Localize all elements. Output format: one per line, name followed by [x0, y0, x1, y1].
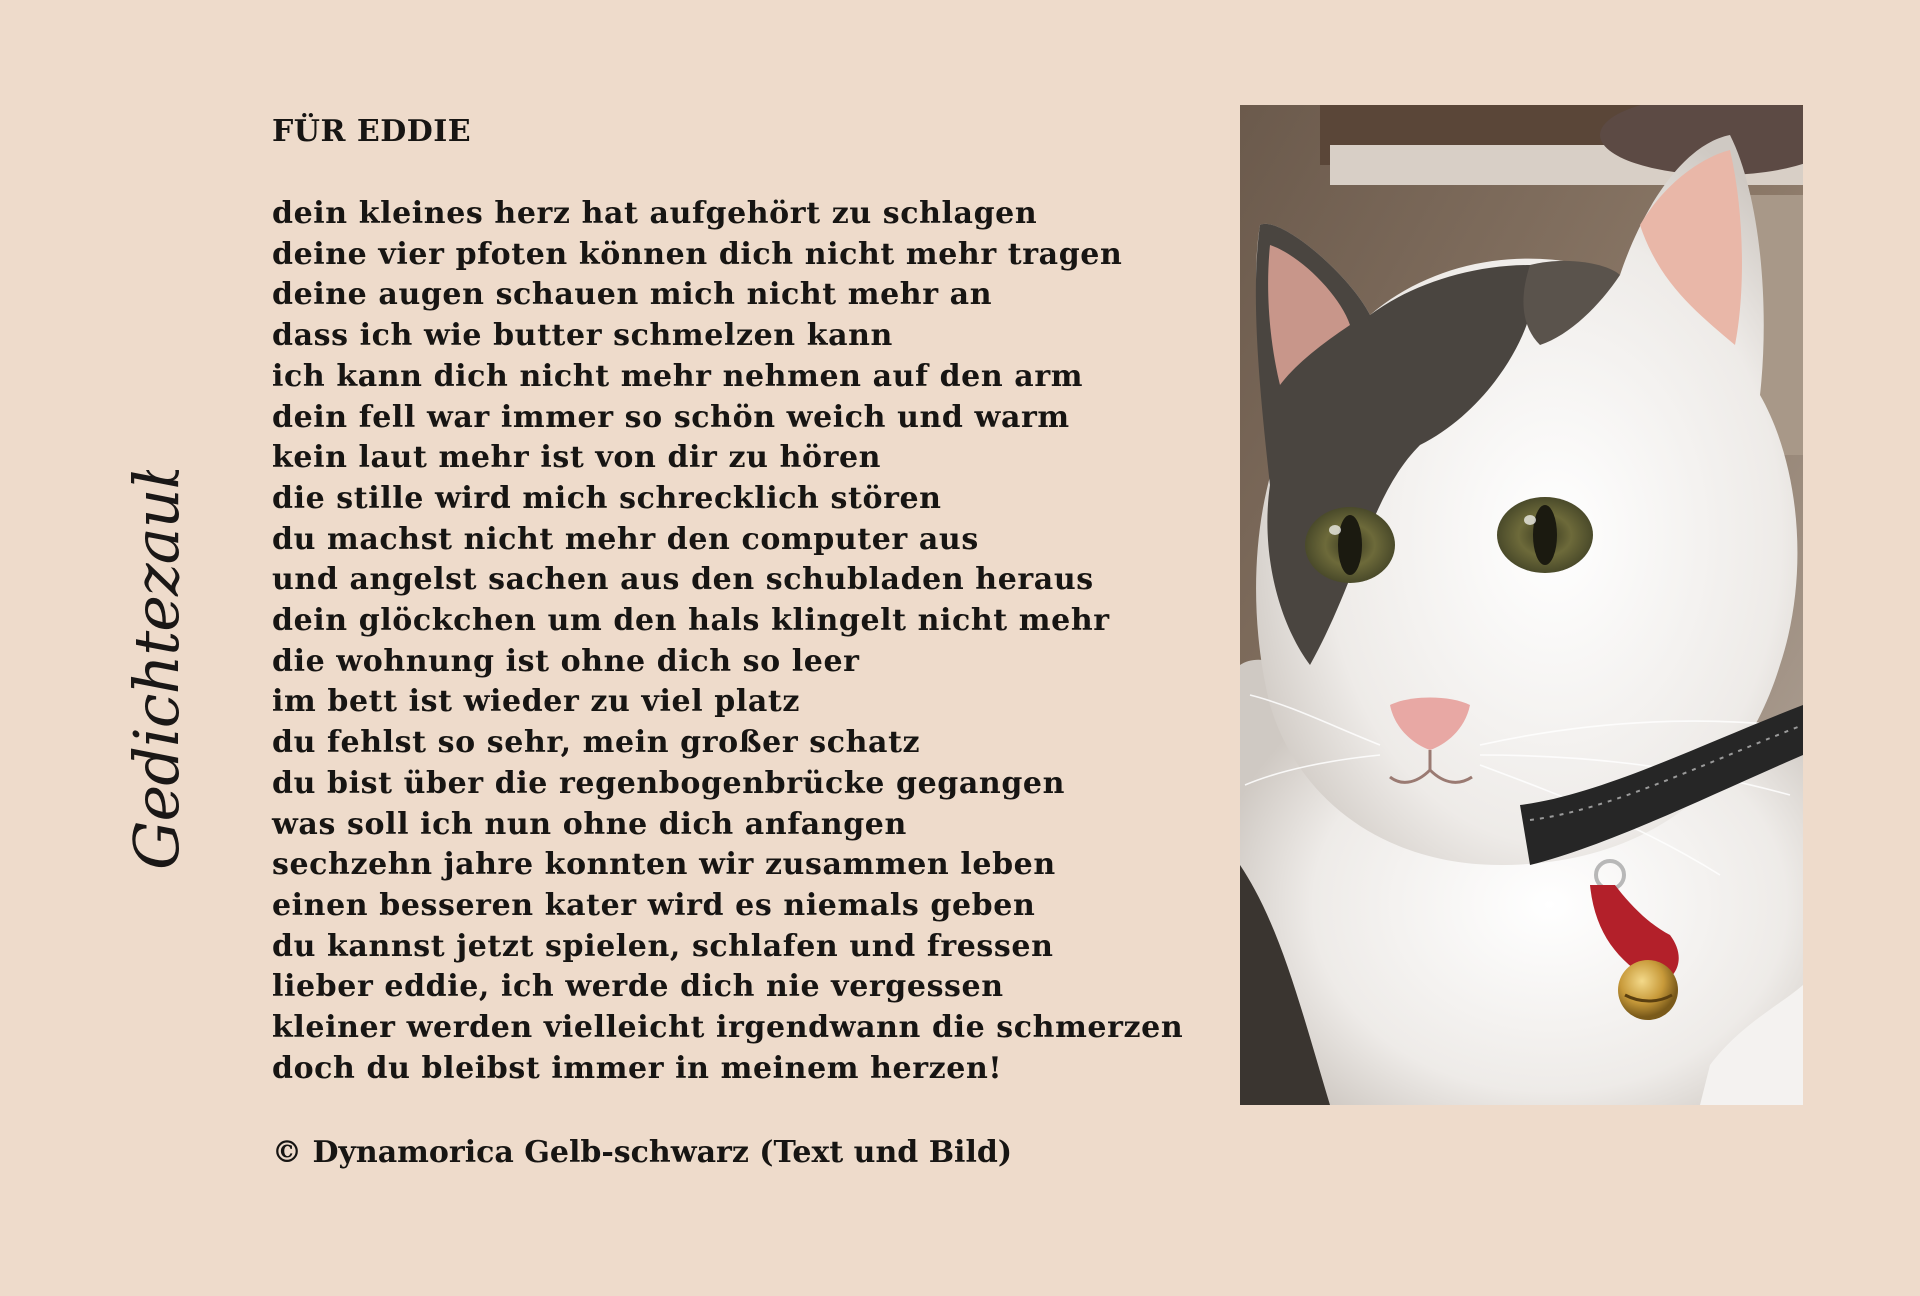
poem-line: die wohnung ist ohne dich so leer	[272, 643, 860, 679]
poem	[272, 112, 1184, 1173]
cat-photo	[1240, 105, 1803, 1105]
poem-line: doch du bleibst immer in meinem herzen!	[272, 1050, 1003, 1086]
copyright-notice: © Dynamorica Gelb-schwarz (Text und Bild)	[272, 1135, 1013, 1171]
logo-text: Gedichtezauber	[120, 470, 193, 870]
poem-line: kein laut mehr ist von dir zu hören	[272, 440, 882, 476]
poem-line: und angelst sachen aus den schubladen heraus	[272, 562, 1094, 598]
poem-line: dein fell war immer so schön weich und warm	[272, 399, 1070, 435]
poem-line: lieber eddie, ich werde dich nie vergessen	[272, 969, 1004, 1005]
poem-line: du fehlst so sehr, mein großer schatz	[272, 725, 921, 761]
poem-line: einen besseren kater wird es niemals geben	[272, 887, 1036, 923]
poem-line: kleiner werden vielleicht irgendwann die schmerzen	[272, 1010, 1184, 1046]
poem-title: FÜR EDDIE	[272, 114, 472, 149]
poem-line: ich kann dich nicht mehr nehmen auf den arm	[272, 358, 1084, 394]
poem-line: sechzehn jahre konnten wir zusammen leben	[272, 847, 1056, 883]
poem-line: dein kleines herz hat aufgehört zu schlagen	[272, 196, 1038, 231]
poem-line: die stille wird mich schrecklich stören	[272, 480, 942, 516]
gedichtezauber-script-logo-icon	[28, 470, 238, 890]
poem-line: du machst nicht mehr den computer aus	[272, 521, 979, 557]
poem-line: im bett ist wieder zu viel platz	[272, 684, 800, 720]
cat-photo-icon	[1240, 105, 1803, 1105]
poem-line: was soll ich nun ohne dich anfangen	[272, 806, 907, 842]
poem-line: dass ich wie butter schmelzen kann	[272, 318, 893, 354]
poem-line: du kannst jetzt spielen, schlafen und fressen	[272, 928, 1054, 964]
poem-line: du bist über die regenbogenbrücke gegangen	[272, 765, 1065, 801]
poem-line: dein glöckchen um den hals klingelt nicht mehr	[272, 603, 1110, 639]
gedichtezauber-logo	[28, 470, 238, 890]
poem-line: deine augen schauen mich nicht mehr an	[272, 277, 993, 313]
poem-lines	[272, 194, 1184, 1089]
poem-line: deine vier pfoten können dich nicht mehr tragen	[272, 236, 1123, 272]
